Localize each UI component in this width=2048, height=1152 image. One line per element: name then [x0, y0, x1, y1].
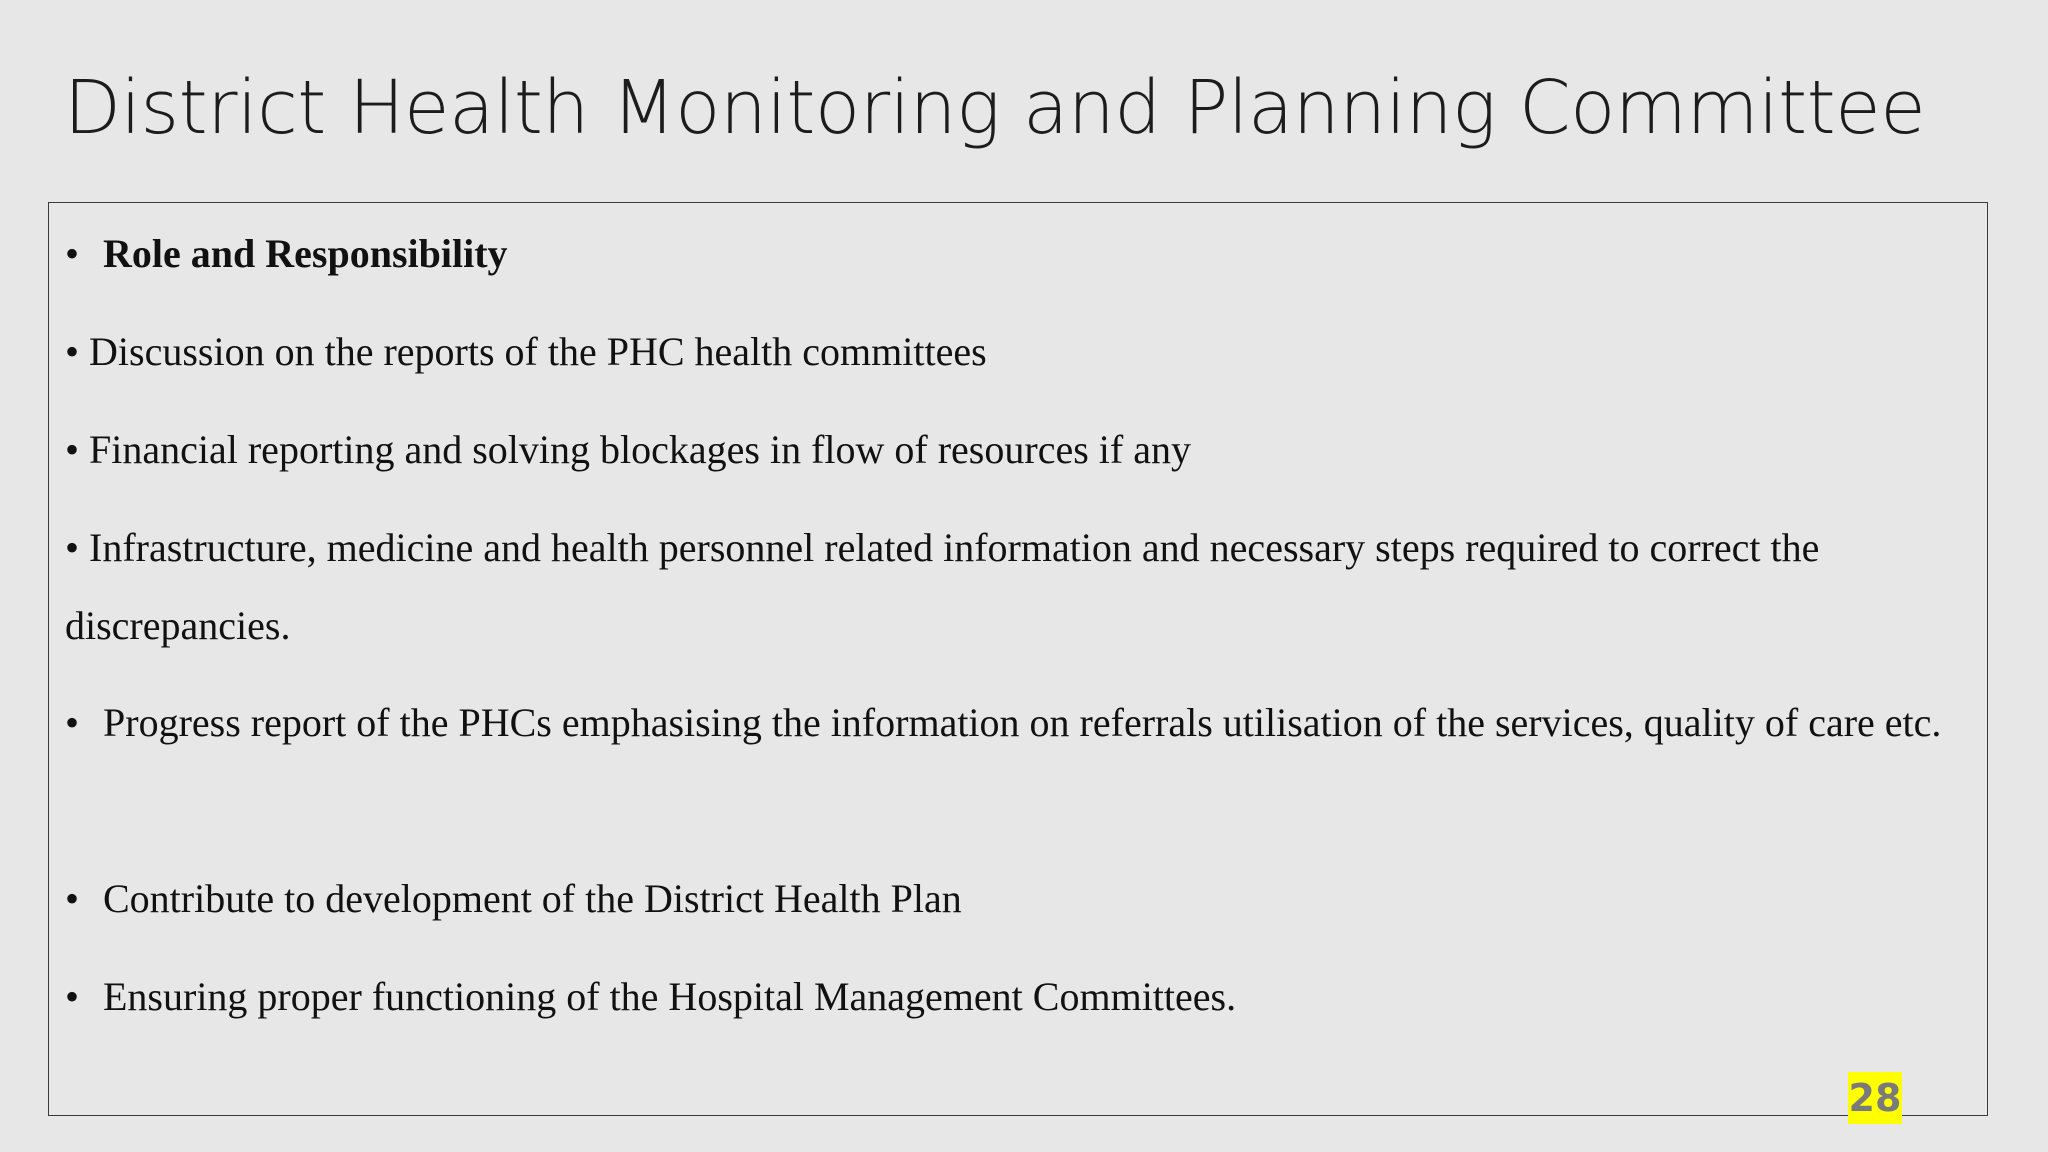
- list-item: [65, 411, 1947, 489]
- list-item-text: Contribute to development of the District Health Plan: [103, 876, 962, 921]
- bullet: •: [65, 876, 80, 921]
- list-item-heading: [65, 215, 1947, 293]
- bullet: •: [65, 700, 80, 745]
- slide-title: District Health Monitoring and Planning Committee: [64, 65, 1926, 151]
- bullet: •: [65, 231, 80, 276]
- list-item: [65, 684, 1947, 762]
- list-item: [65, 958, 1947, 1036]
- list-item: [65, 860, 1947, 938]
- bullet: •: [65, 974, 80, 1019]
- list-item-text: Ensuring proper functioning of the Hospital Management Committees.: [103, 974, 1237, 1019]
- bullet: •: [65, 427, 80, 472]
- list-item: [65, 313, 1947, 391]
- list-item-text: Progress report of the PHCs emphasising the information on referrals utilisation of the services, quality of care etc.: [103, 700, 1942, 745]
- section-heading: Role and Responsibility: [103, 231, 508, 276]
- bullet: •: [65, 525, 80, 570]
- list-item: [65, 509, 1947, 665]
- list-item-text: Financial reporting and solving blockages in flow of resources if any: [89, 427, 1191, 472]
- list-item-text: Discussion on the reports of the PHC health committees: [89, 329, 987, 374]
- bullet: •: [65, 329, 80, 374]
- list-item-text: Infrastructure, medicine and health personnel related information and necessary steps required to correct the discrepancies.: [65, 525, 1820, 648]
- page-number: 28: [1848, 1072, 1902, 1124]
- content-box: [48, 202, 1988, 1116]
